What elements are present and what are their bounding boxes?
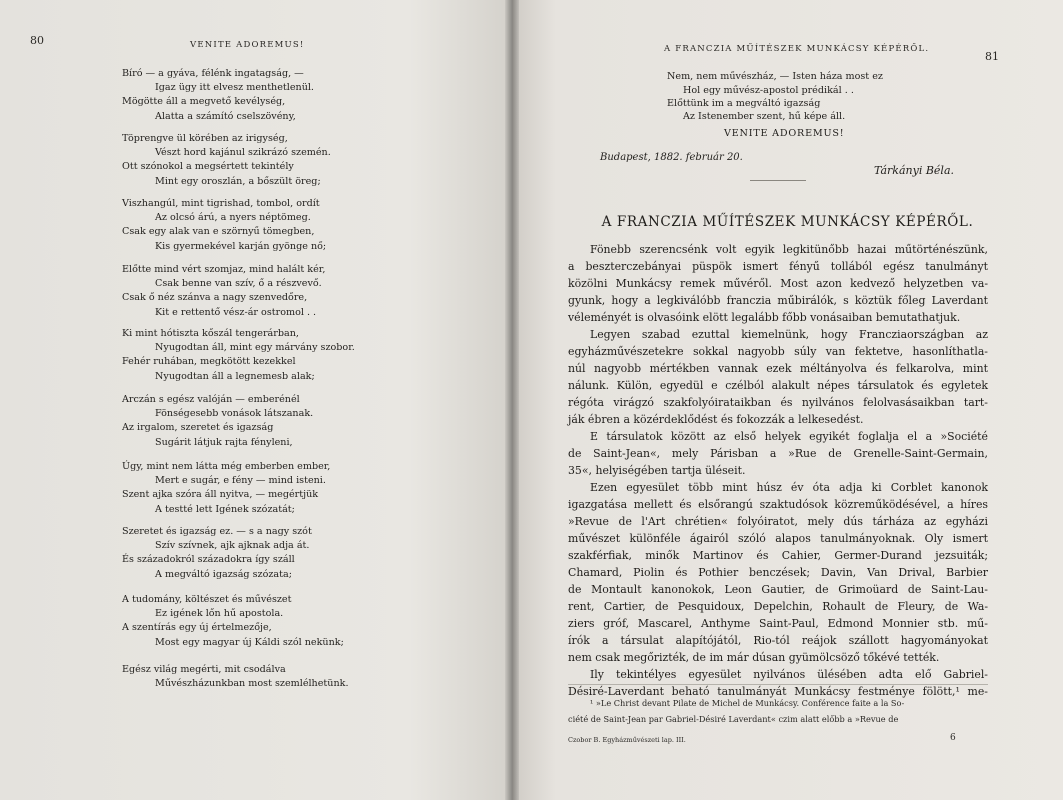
poem-line: Kit e rettentő vész-ár ostromol . . xyxy=(155,306,317,318)
poem-line: Ez igének lőn hű apostola. xyxy=(155,608,284,620)
article-line: de Montault kanonokok, Leon Gautier, de Grimoüard de Saint-Lau- xyxy=(568,583,988,596)
article-line: igazgatása mellett és elsőrangú szaktudósok közreműködésével, a híres xyxy=(568,498,988,511)
poem-line: Fönségesebb vonások látszanak. xyxy=(155,408,314,420)
article-line: ziers gróf, Mascarel, Anthyme Saint-Paul, Edmond Monnier stb. mű- xyxy=(568,617,988,630)
article-line: véleményét is olvasóink elött legalább főbb vonásaiban bemutathatjuk. xyxy=(568,311,961,324)
poem-line: Csak ő néz szánva a nagy szenvedőre, xyxy=(122,292,308,304)
signature: Tárkányi Béla. xyxy=(874,164,955,177)
poem-line: Most egy magyar új Káldi szól nekünk; xyxy=(155,636,344,648)
poem-line: Az irgalom, szeretet és igazság xyxy=(122,422,274,434)
right-page-number: 81 xyxy=(985,50,999,63)
article-title: A FRANCZIA MŰÍTÉSZEK MUNKÁCSY KÉPÉRŐL. xyxy=(601,214,974,230)
poem-line: Szeretet és igazság ez. — s a nagy szót xyxy=(122,526,312,537)
poem-line: A tudomány, költészet és művészet xyxy=(122,594,292,605)
poem-line: Fehér ruhában, megkötött kezekkel xyxy=(122,356,296,368)
poem-line: Arczán s egész valóján — emberénél xyxy=(122,394,300,405)
signature-mark: Czobor B. Egyházművészeti lap. III. xyxy=(568,736,686,744)
poem-line: Úgy, mint nem látta még emberben ember, xyxy=(122,461,331,472)
footnote-line: ¹ »Le Christ devant Pilate de Michel de Munkácsy. Conférence faite a la So- xyxy=(590,698,905,708)
poem-line: Töprengve ül körében az irigység, xyxy=(122,133,288,144)
article-line: a beszterczebányai püspök ismert fényű tollából egész tanulmányt xyxy=(568,260,988,273)
poem-line: És századokról századokra így száll xyxy=(122,554,295,566)
right-page xyxy=(512,0,1063,800)
article-line: E társulatok között az első helyek egyikét foglalja el a »Société xyxy=(590,430,988,443)
article-line: gyunk, hogy a legkiválóbb franczia műbirálók, s köztük főleg Laverdant xyxy=(568,294,988,307)
article-line: írók a társulat alapítójától, Rio-tól reájok szállott hagyományokat xyxy=(568,634,988,647)
article-line: szakférfiak, minők Martinov és Cahier, Germer-Durand jezsuiták; xyxy=(568,549,988,562)
left-page xyxy=(0,0,512,800)
verse-line: Az Istenember szent, hű képe áll. xyxy=(683,111,846,122)
poem-line: Sugárit látjuk rajta fényleni, xyxy=(155,436,293,448)
poem-line: Előtte mind vért szomjaz, mind halált kér, xyxy=(122,264,326,275)
poem-line: Az olcsó árú, a nyers néptömeg. xyxy=(155,212,311,224)
article-line: nem csak megőrizték, de im már dúsan gyümölcsöző tőkévé tették. xyxy=(568,651,940,664)
article-line: »Revue de l'Art chrétien« folyóiratot, mely dús tárháza az egyházi xyxy=(568,515,988,528)
article-line: Ily tekintélyes egyesület nyilvános ülésében adta elő Gabriel- xyxy=(590,668,988,681)
footnote-line: ciété de Saint-Jean par Gabriel-Désiré Laverdant« czim alatt előbb a »Revue de xyxy=(568,714,899,724)
poem-line: Bíró — a gyáva, félénk ingatagság, — xyxy=(122,68,304,79)
article-line: közölni Munkácsy remek művéről. Most azon kedvező helyzetben va- xyxy=(568,277,988,290)
book-gutter xyxy=(505,0,519,800)
poem-line: Nyugodtan áll a legnemesb alak; xyxy=(155,370,315,382)
left-running-head: VENITE ADOREMUS! xyxy=(190,40,305,50)
article-line: 35«, helyiségében tartja üléseit. xyxy=(568,464,746,477)
article-line: Ezen egyesület több mint húsz év óta adja ki Corblet kanonok xyxy=(590,481,988,494)
poem-line: Alatta a számító cselszövény, xyxy=(155,110,296,122)
sheet-number: 6 xyxy=(950,733,956,743)
article-line: Chamard, Piolin és Pothier benczések; Davin, Van Drival, Barbier xyxy=(568,566,988,579)
article-line: egyházművészetekre sokkal nagyobb súly van fektetve, hasonlíthatla- xyxy=(568,345,988,358)
article-line: rent, Cartier, de Pesquidoux, Depelchin, Rohault de Fleury, de Wa- xyxy=(568,600,988,613)
poem-line: A szentírás egy új értelmezője, xyxy=(122,622,272,634)
poem-line: Viszhangúl, mint tigrishad, tombol, ordít xyxy=(122,198,320,209)
poem-line: Szent ajka szóra áll nyitva, — megértjük xyxy=(122,489,319,501)
poem-line: A testté lett Igének szózatát; xyxy=(155,503,295,515)
dateline: Budapest, 1882. február 20. xyxy=(600,152,743,163)
poem-line: Csak benne van szív, ő a részvevő. xyxy=(155,278,322,290)
right-running-head: A FRANCZIA MŰÍTÉSZEK MUNKÁCSY KÉPÉRŐL. xyxy=(664,44,930,54)
verse-line: Hol egy művész-apostol prédikál . . xyxy=(683,85,854,96)
poem-line: Mint egy oroszlán, a bőszült öreg; xyxy=(155,175,321,187)
article-line: de Saint-Jean«, mely Párisban a »Rue de Grenelle-Saint-Germain, xyxy=(568,447,988,460)
article-line: Désiré-Laverdant beható tanulmányát Munkácsy festménye fölött,¹ me- xyxy=(568,685,988,698)
poem xyxy=(0,0,512,800)
poem-line: Nyugodtan áll, mint egy márvány szobor. xyxy=(155,342,355,354)
article-line: nálunk. Külön, egyedül e czélból alakult népes társulatok és egyletek xyxy=(568,379,988,392)
poem-line: Mögötte áll a megvető kevélység, xyxy=(122,96,286,108)
separator-rule xyxy=(750,180,806,181)
poem-line: Igaz ügy itt elvesz menthetlenül. xyxy=(155,82,314,94)
poem-line: Kis gyermekével karján gyönge nő; xyxy=(155,240,327,252)
poem-line: Csak egy alak van e szörnyű tömegben, xyxy=(122,226,315,238)
article-line: művészet különféle ágairól szóló alapos tanulmányoknak. Oly ismert xyxy=(568,532,988,545)
verse-line: Nem, nem művészház, — Isten háza most ez xyxy=(667,71,883,82)
article-line: régóta virágzó szakfolyóirataikban és nyilvános felolvasásaikban tart- xyxy=(568,396,988,409)
poem-line: Művészházunkban most szemlélhetünk. xyxy=(155,678,349,690)
poem-line: A megváltó igazság szózata; xyxy=(155,568,292,580)
poem-line: Vészt hord kajánul szikrázó szemén. xyxy=(155,147,331,159)
verse-line: Előttünk im a megváltó igazság xyxy=(667,98,821,109)
article-line: Legyen szabad ezuttal kiemelnünk, hogy Francziaországban az xyxy=(590,328,988,341)
poem-line: Szív szívnek, ajk ajknak adja át. xyxy=(155,540,310,552)
article-line: ják ébren a közérdeklődést és fokozzák a lelkesedést. xyxy=(568,413,864,426)
left-page-number: 80 xyxy=(30,34,44,47)
poem-line: Mert e sugár, e fény — mind isteni. xyxy=(155,475,326,487)
poem-line: Ott szónokol a megsértett tekintély xyxy=(122,161,294,173)
footnote-rule xyxy=(568,684,988,685)
article-line: Fönebb szerencsénk volt egyik legkitünőbb hazai műtörténészünk, xyxy=(590,243,988,256)
article-line: núl nagyobb mértékben vannak ezek méltányolva és felkarolva, mint xyxy=(568,362,988,375)
refrain: VENITE ADOREMUS! xyxy=(724,128,845,139)
poem-line: Egész világ megérti, mit csodálva xyxy=(122,664,286,675)
poem-line: Ki mint hótiszta kőszál tengerárban, xyxy=(122,328,299,339)
